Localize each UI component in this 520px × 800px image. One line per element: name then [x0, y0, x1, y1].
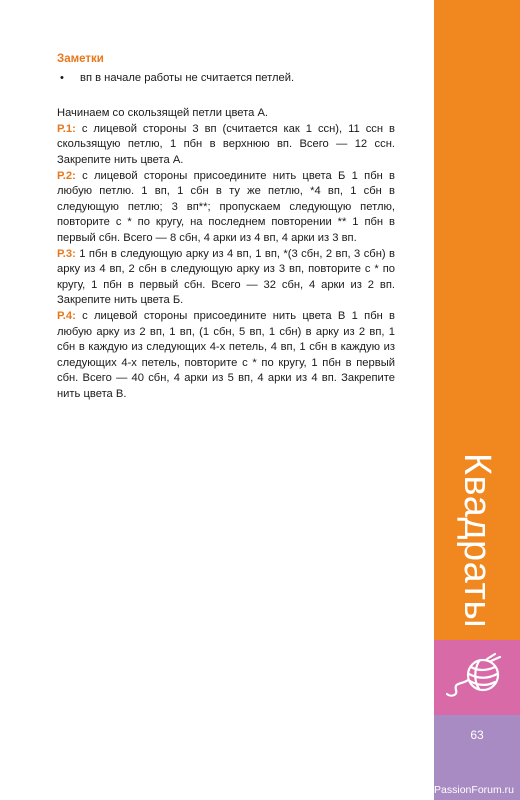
- watermark: PassionForum.ru: [434, 784, 514, 796]
- row-label: Р.2:: [57, 169, 76, 182]
- yarn-ball-icon: [434, 640, 520, 715]
- notes-title: Заметки: [57, 53, 104, 65]
- row-3: [57, 247, 395, 309]
- row-label: Р.1:: [57, 122, 76, 135]
- icon-box: [434, 640, 520, 715]
- row-label: Р.4:: [57, 309, 76, 322]
- intro-paragraph: Начинаем со скользящей петли цвета А.: [57, 107, 269, 120]
- page-number: 63: [470, 728, 484, 742]
- row-text: с лицевой стороны присоедините нить цвета Б 1 пбн в любую петлю. 1 вп, 1 сбн в ту же петлю, *4 вп, 1 сбн в следующую петлю; 3 вп**; пропускаем следующую петлю, повторите с * по кругу, на последнем повторении ** 1 пбн в первый сбн. Всего — 8 сбн, 4 арки из 4 вп, 4 арки из 3 вп.: [57, 169, 395, 244]
- notes-item: [57, 71, 395, 87]
- bullet-icon: •: [60, 71, 64, 84]
- row-text: с лицевой стороны 3 вп (считается как 1 ссн), 11 ссн в скользящую петлю, 1 пбн в верхнюю вп. Всего — 12 ссн. Закрепите нить цвета А.: [57, 122, 395, 166]
- row-2: [57, 169, 395, 247]
- section-title-box: [434, 440, 520, 640]
- section-title: Квадраты: [456, 452, 499, 628]
- row-text: 1 пбн в следующую арку из 4 вп, 1 вп, *(3 сбн, 2 вп, 3 сбн) в арку из 4 вп, 2 сбн в следующую арку из 3 вп, повторите с * по кругу, 1 пбн в первый сбн. Всего — 32 сбн, 4 арки из 2 вп. Закрепите нить цвета Б.: [57, 247, 395, 307]
- row-4: [57, 309, 395, 403]
- notes-item-text: вп в начале работы не считается петлей.: [80, 71, 295, 84]
- row-text: с лицевой стороны присоедините нить цвета В 1 пбн в любую арку из 2 вп, 1 вп, (1 сбн, 5 вп, 1 сбн) в арку из 2 вп, 1 сбн в каждую из следующих 4-х петель, 4 вп, 1 сбн в каждую из следующих 4-х петель, повторите с * по кругу, 1 пбн в первый сбн. Всего — 40 сбн, 4 арки из 5 вп, 4 арки из 4 вп. Закрепите нить цвета В.: [57, 309, 395, 400]
- main-content: [57, 52, 395, 402]
- row-1: [57, 122, 395, 169]
- row-label: Р.3:: [57, 247, 76, 260]
